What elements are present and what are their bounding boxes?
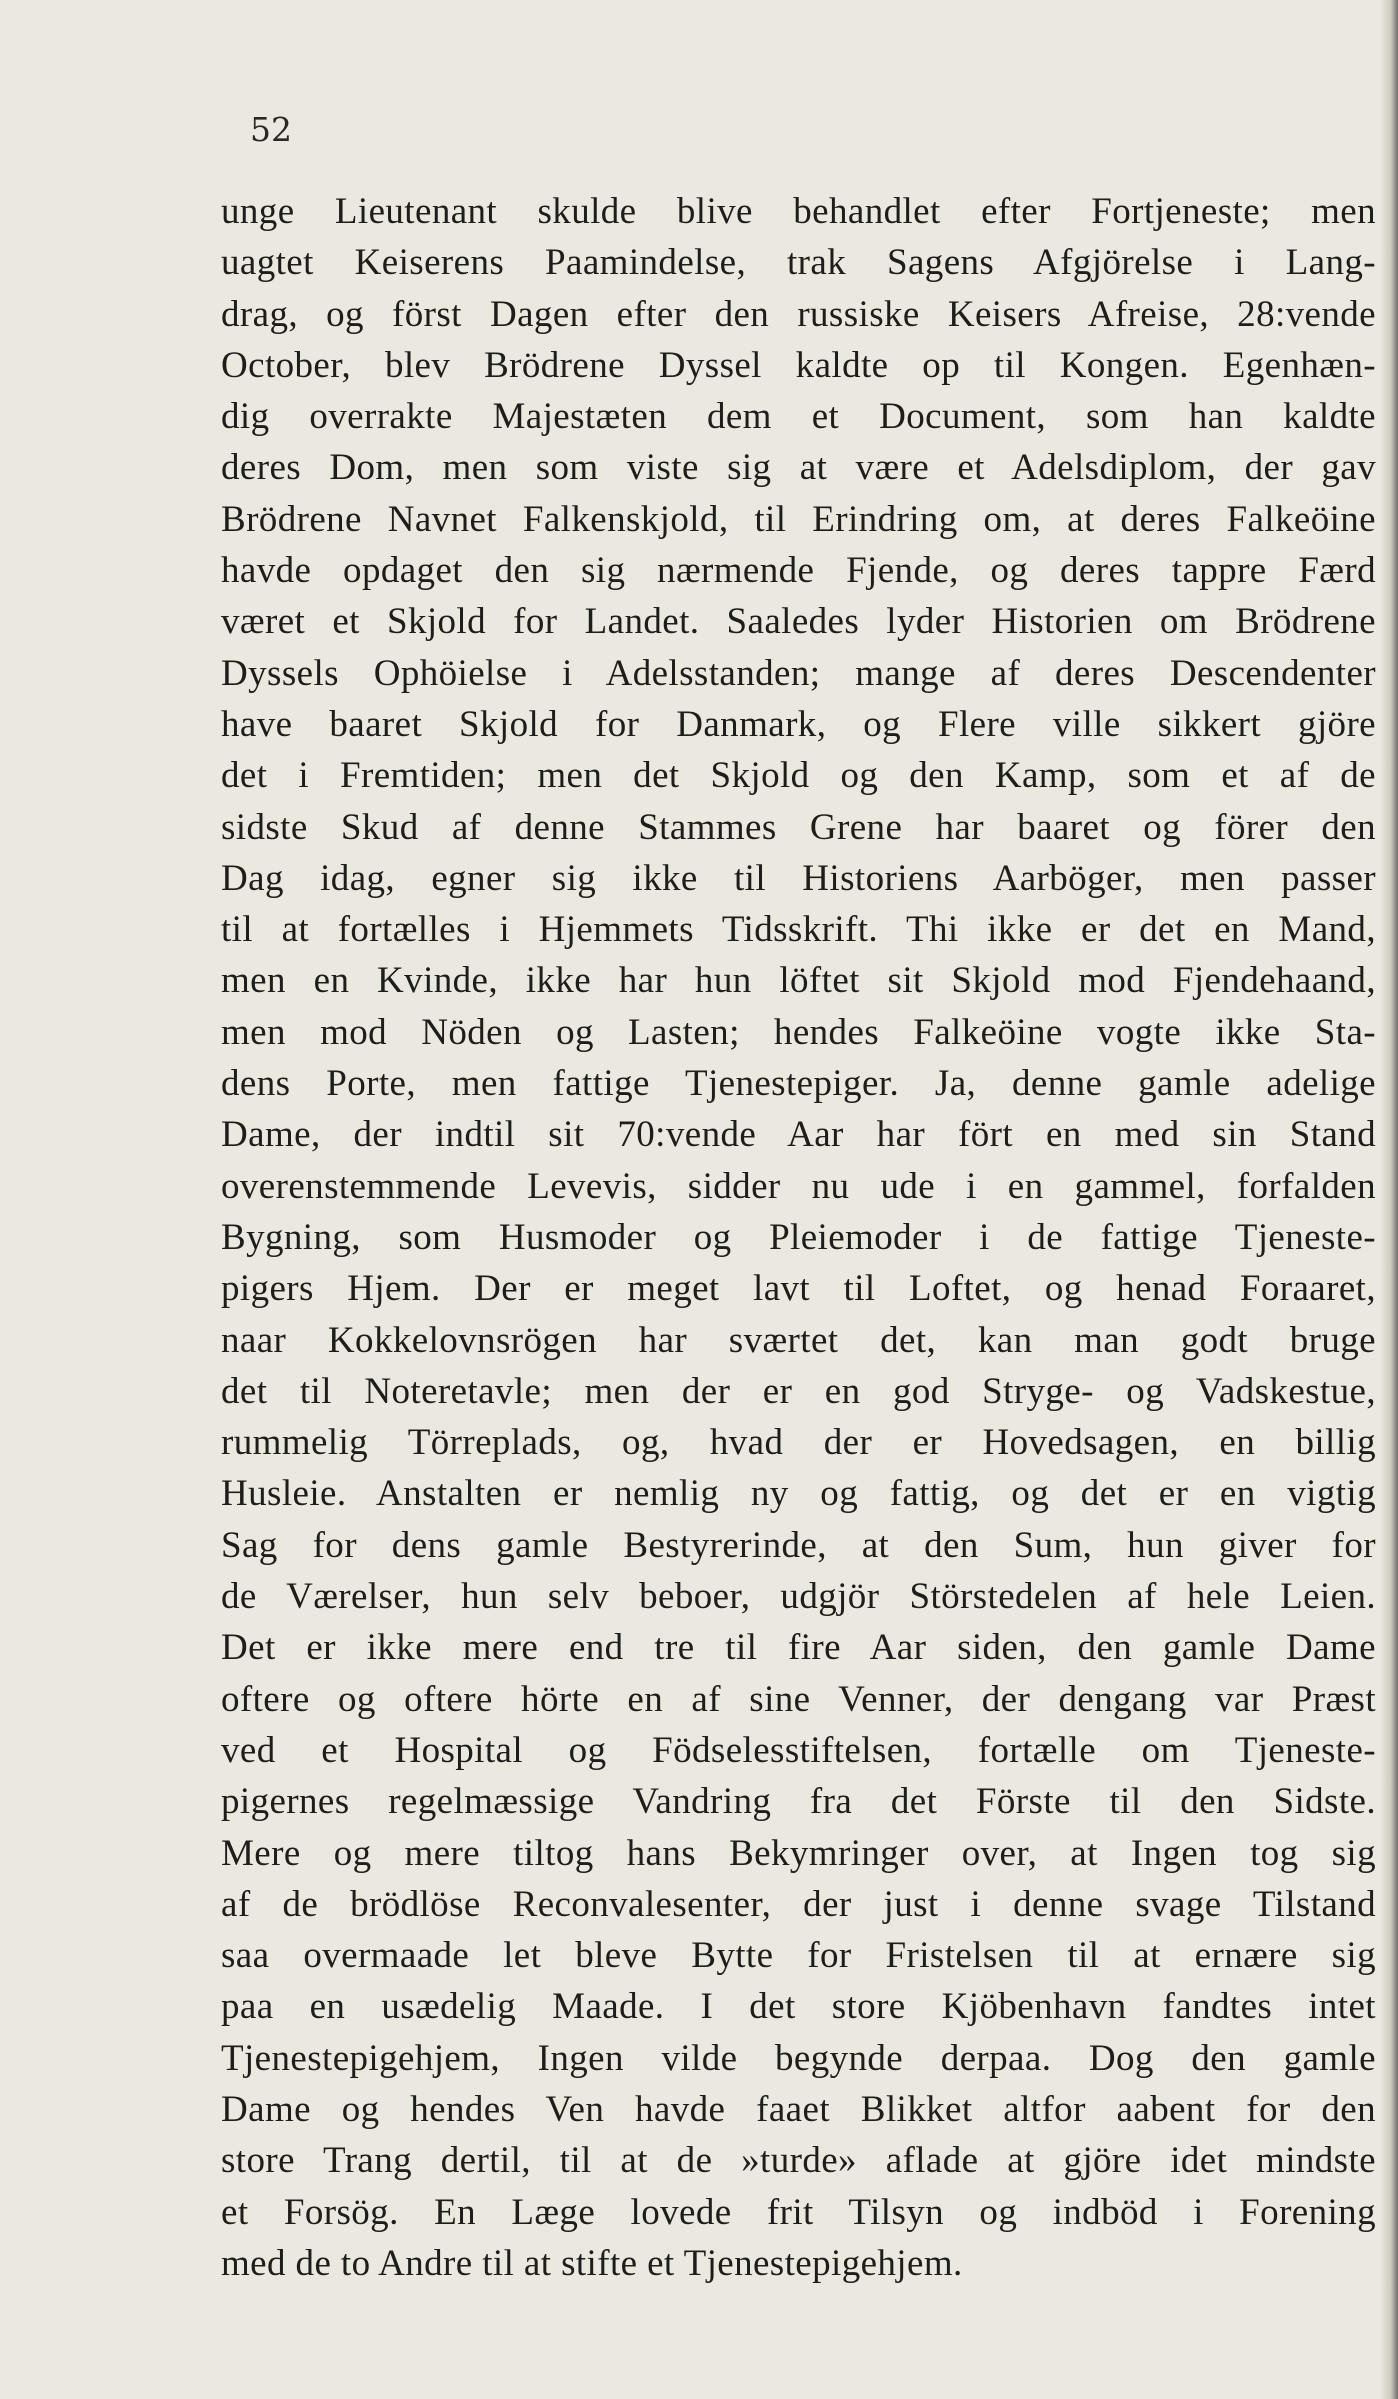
text-line: drag, og först Dagen efter den russiske Keisers Afreise, 28:vende <box>221 293 1376 335</box>
text-line: oftere og oftere hörte en af sine Venner, der dengang var Præst <box>221 1678 1376 1720</box>
text-line: af de brödlöse Reconvalesenter, der just i denne svage Tilstand <box>221 1883 1376 1925</box>
text-line: været et Skjold for Landet. Saaledes lyder Historien om Brödrene <box>221 601 1376 643</box>
text-line: Dame og hendes Ven havde faaet Blikket altfor aabent for den <box>221 2088 1376 2130</box>
text-line: Bygning, som Husmoder og Pleiemoder i de fattige Tjeneste- <box>221 1216 1376 1258</box>
text-line: Mere og mere tiltog hans Bekymringer over, at Ingen tog sig <box>221 1832 1376 1874</box>
text-line: rummelig Törreplads, og, hvad der er Hovedsagen, en billig <box>221 1422 1376 1464</box>
text-line: dig overrakte Majestæten dem et Document, som han kaldte <box>221 396 1376 438</box>
text-line: det i Fremtiden; men det Skjold og den Kamp, som et af de <box>221 755 1376 797</box>
text-line: naar Kokkelovnsrögen har sværtet det, kan man godt bruge <box>221 1319 1376 1361</box>
text-line: sidste Skud af denne Stammes Grene har baaret og förer den <box>221 806 1376 848</box>
text-line: paa en usædelig Maade. I det store Kjöbenhavn fandtes intet <box>221 1986 1376 2028</box>
text-line: til at fortælles i Hjemmets Tidsskrift. Thi ikke er det en Mand, <box>221 909 1376 951</box>
text-line: de Værelser, hun selv beboer, udgjör Störstedelen af hele Leien. <box>221 1576 1376 1618</box>
text-line: pigernes regelmæssige Vandring fra det Förste til den Sidste. <box>221 1781 1376 1823</box>
body-paragraph <box>221 186 1376 2289</box>
text-line: Tjenestepigehjem, Ingen vilde begynde derpaa. Dog den gamle <box>221 2037 1376 2079</box>
text-line: October, blev Brödrene Dyssel kaldte op til Kongen. Egenhæn- <box>221 344 1376 386</box>
text-line: deres Dom, men som viste sig at være et Adelsdiplom, der gav <box>221 447 1376 489</box>
text-line: med de to Andre til at stifte et Tjenestepigehjem. <box>221 2242 963 2284</box>
text-line: det til Noteretavle; men der er en god Stryge- og Vadskestue, <box>221 1370 1376 1412</box>
text-line: men en Kvinde, ikke har hun löftet sit Skjold mod Fjendehaand, <box>221 960 1376 1002</box>
text-line: dens Porte, men fattige Tjenestepiger. Ja, denne gamle adelige <box>221 1063 1376 1105</box>
text-line: Sag for dens gamle Bestyrerinde, at den Sum, hun giver for <box>221 1524 1376 1566</box>
text-line: Dyssels Ophöielse i Adelsstanden; mange af deres Descendenter <box>221 652 1376 694</box>
text-line: unge Lieutenant skulde blive behandlet efter Fortjeneste; men <box>221 191 1376 232</box>
text-line: Husleie. Anstalten er nemlig ny og fattig, og det er en vigtig <box>221 1473 1376 1515</box>
text-line: Brödrene Navnet Falkenskjold, til Erindring om, at deres Falkeöine <box>221 498 1376 540</box>
page-number: 52 <box>250 110 292 149</box>
text-line: Dag idag, egner sig ikke til Historiens Aarböger, men passer <box>221 857 1376 899</box>
text-line: pigers Hjem. Der er meget lavt til Loftet, og henad Foraaret, <box>221 1268 1376 1310</box>
text-line: Dame, der indtil sit 70:vende Aar har fört en med sin Stand <box>221 1114 1376 1156</box>
text-line: store Trang dertil, til at de »turde» aflade at gjöre idet mindste <box>221 2140 1376 2182</box>
text-line: ved et Hospital og Födselesstiftelsen, fortælle om Tjeneste- <box>221 1729 1376 1771</box>
text-line: et Forsög. En Læge lovede frit Tilsyn og indböd i Forening <box>221 2191 1376 2233</box>
text-line: have baaret Skjold for Danmark, og Flere ville sikkert gjöre <box>221 703 1376 745</box>
text-line: overenstemmende Levevis, sidder nu ude i en gammel, forfalden <box>221 1165 1376 1207</box>
page-edge-shadow <box>1380 0 1398 2399</box>
text-line: uagtet Keiserens Paamindelse, trak Sagens Afgjörelse i Lang- <box>221 242 1376 284</box>
text-line: havde opdaget den sig nærmende Fjende, og deres tappre Færd <box>221 550 1376 592</box>
text-line: saa overmaade let bleve Bytte for Fristelsen til at ernære sig <box>221 1935 1376 1977</box>
text-line: men mod Nöden og Lasten; hendes Falkeöine vogte ikke Sta- <box>221 1011 1376 1053</box>
text-line: Det er ikke mere end tre til fire Aar siden, den gamle Dame <box>221 1627 1376 1669</box>
